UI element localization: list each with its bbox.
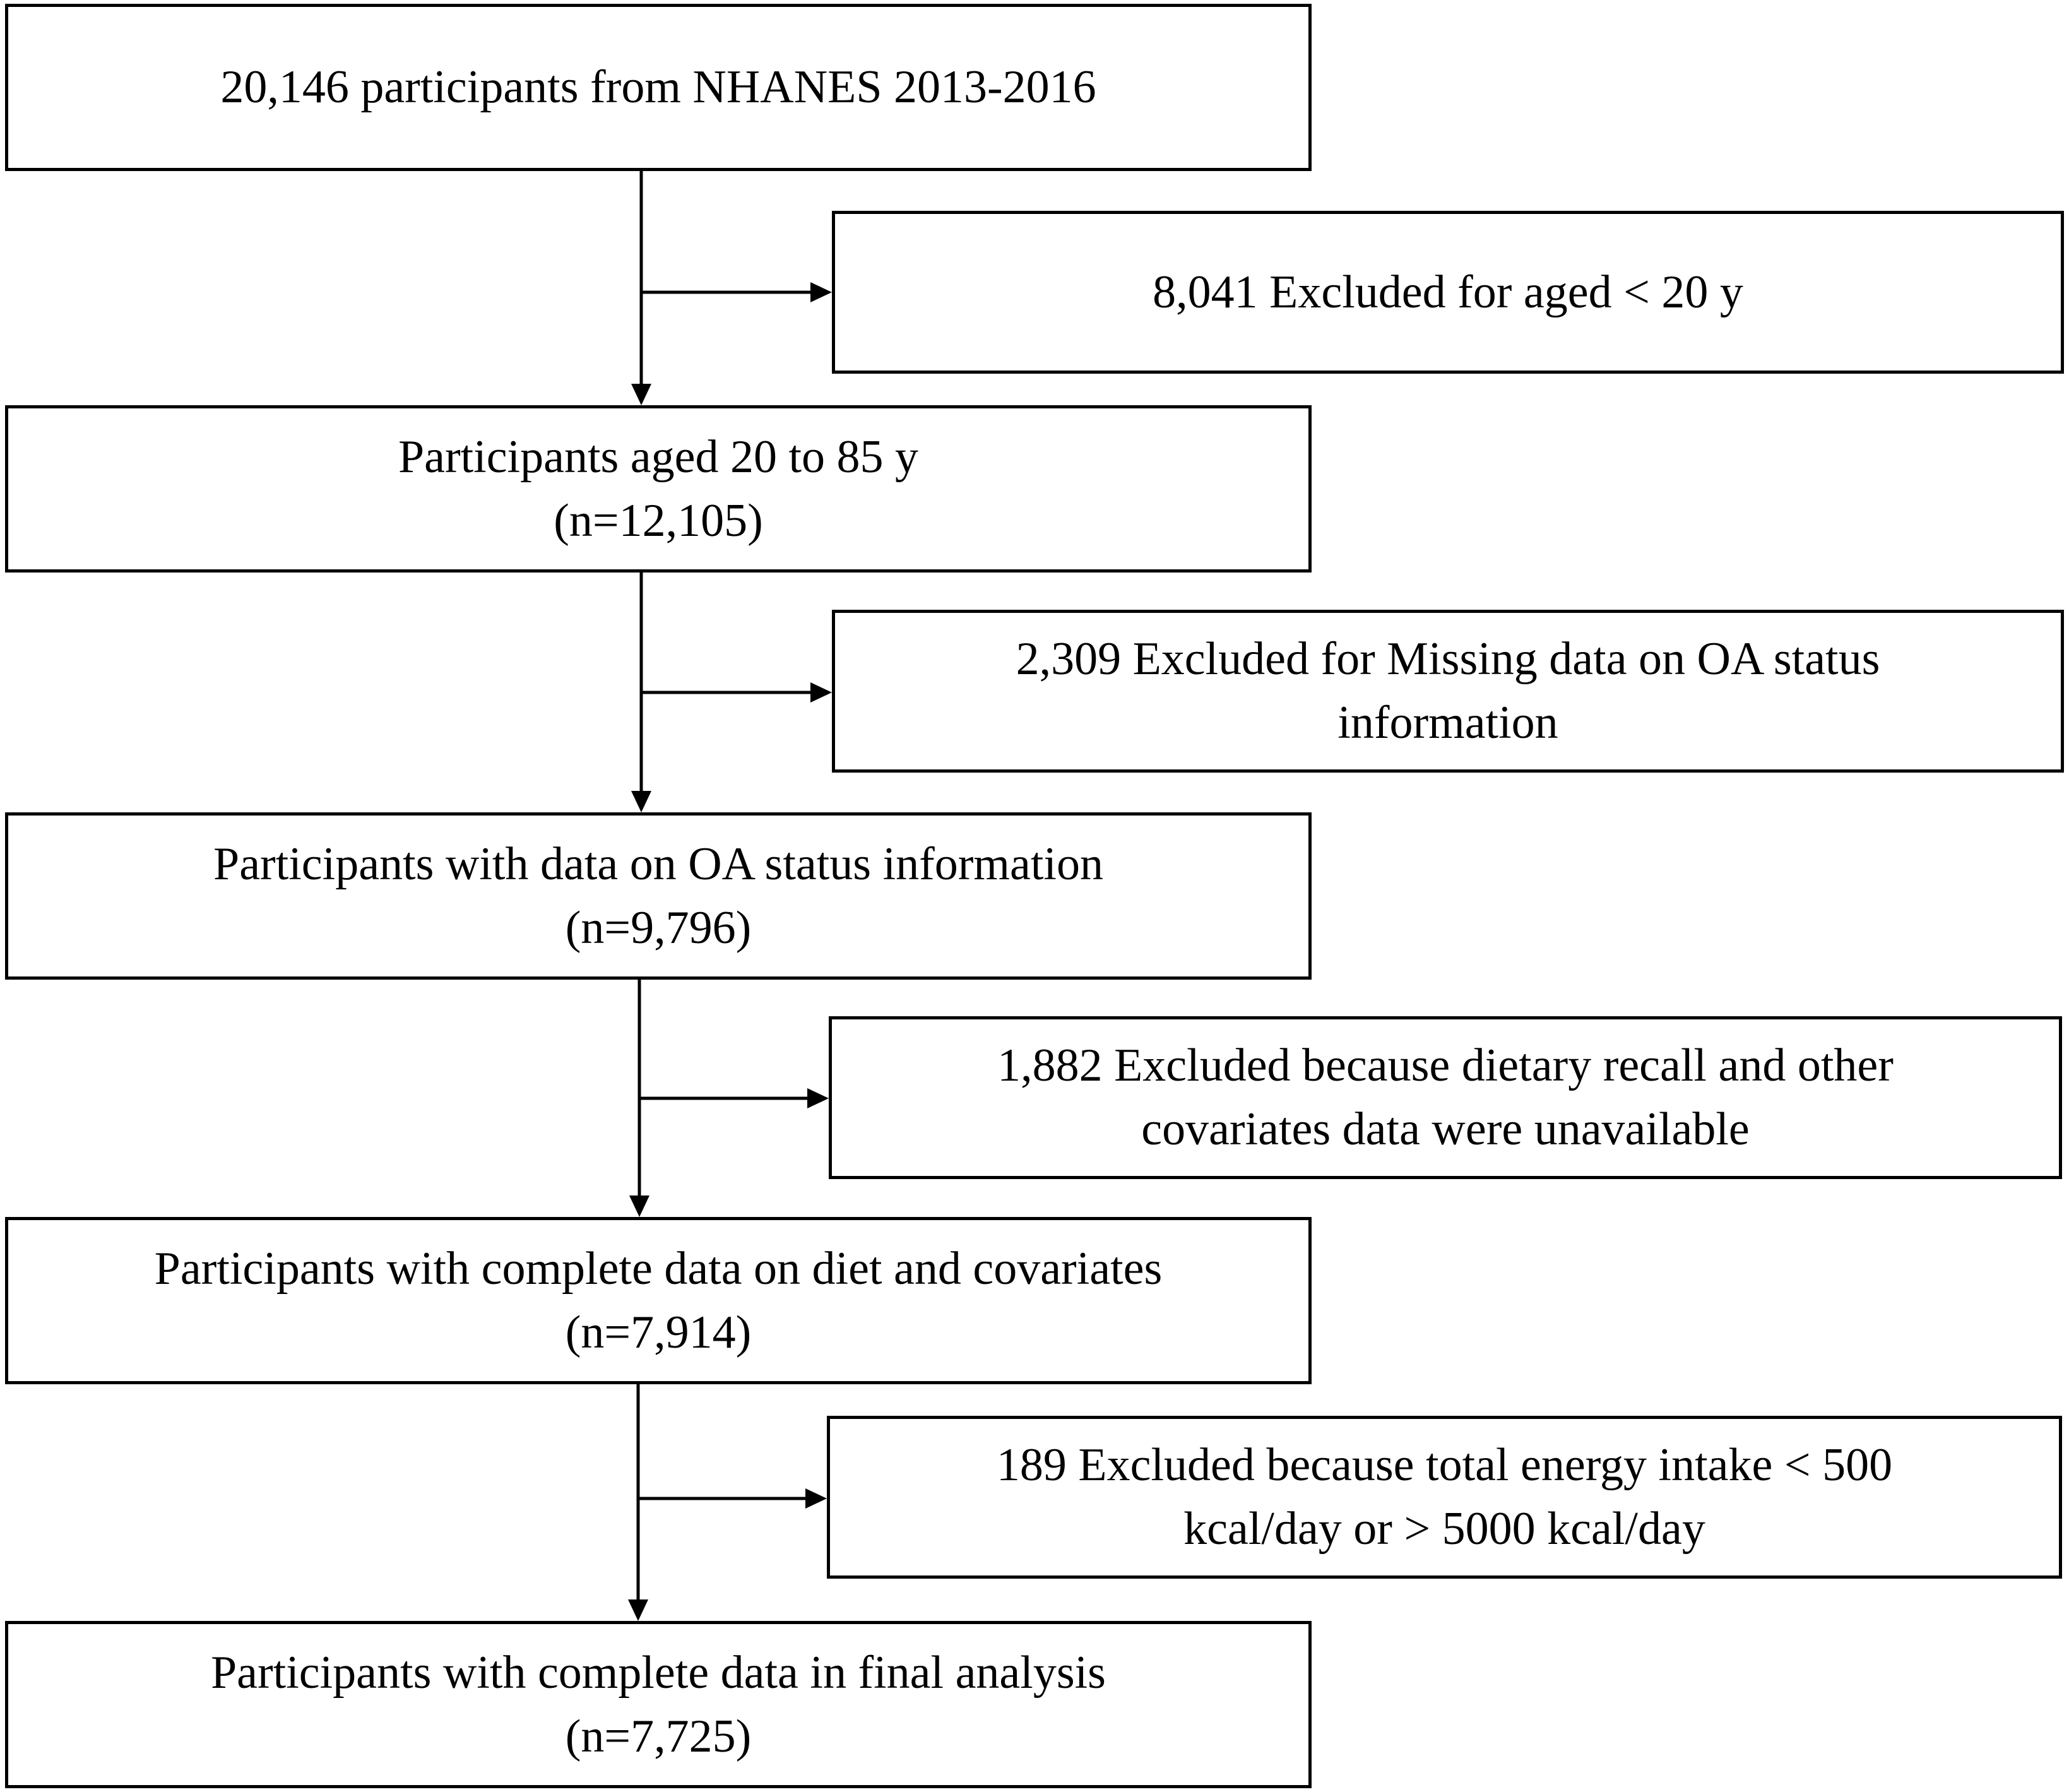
exclusion-text: information [1337, 697, 1558, 749]
exclusion-arrow-3 [639, 1088, 829, 1108]
step-text: Participants aged 20 to 85 y [398, 430, 919, 483]
down-arrow-4 [628, 1384, 648, 1621]
step-box-final-analysis [5, 1621, 1312, 1788]
step-box-aged-20-85 [5, 405, 1312, 573]
exclusion-arrow-4 [638, 1488, 827, 1509]
exclusion-box-age [832, 211, 2064, 374]
exclusion-box-oa-missing [832, 610, 2064, 773]
exclusion-box-energy-intake [827, 1416, 2062, 1579]
step-count: (n=7,914) [565, 1306, 752, 1358]
step-text: Participants with complete data on diet and covariates [154, 1242, 1163, 1295]
step-text: Participants with data on OA status information [213, 838, 1103, 890]
exclusion-text: 1,882 Excluded because dietary recall and other [997, 1040, 1894, 1092]
step-box-oa-status [5, 812, 1312, 980]
exclusion-box-dietary-recall [829, 1016, 2062, 1179]
step-count: (n=9,796) [565, 901, 752, 954]
step-text: 20,146 participants from NHANES 2013-2016 [220, 61, 1096, 114]
exclusion-text: covariates data were unavailable [1141, 1103, 1750, 1155]
down-arrow-1 [631, 171, 651, 405]
exclusion-text: 2,309 Excluded for Missing data on OA status [1016, 633, 1880, 685]
exclusion-text: kcal/day or > 5000 kcal/day [1183, 1503, 1705, 1555]
exclusion-arrow-2 [641, 682, 832, 703]
exclusion-arrow-1 [641, 282, 832, 302]
exclusion-text: 189 Excluded because total energy intake < 500 [996, 1439, 1893, 1492]
step-text: Participants with complete data in final analysis [211, 1646, 1106, 1699]
step-count: (n=12,105) [554, 494, 763, 547]
step-box-diet-covariates [5, 1217, 1312, 1384]
step-box-initial-cohort [5, 4, 1312, 171]
step-count: (n=7,725) [565, 1710, 752, 1762]
exclusion-text: 8,041 Excluded for aged < 20 y [1153, 266, 1743, 318]
